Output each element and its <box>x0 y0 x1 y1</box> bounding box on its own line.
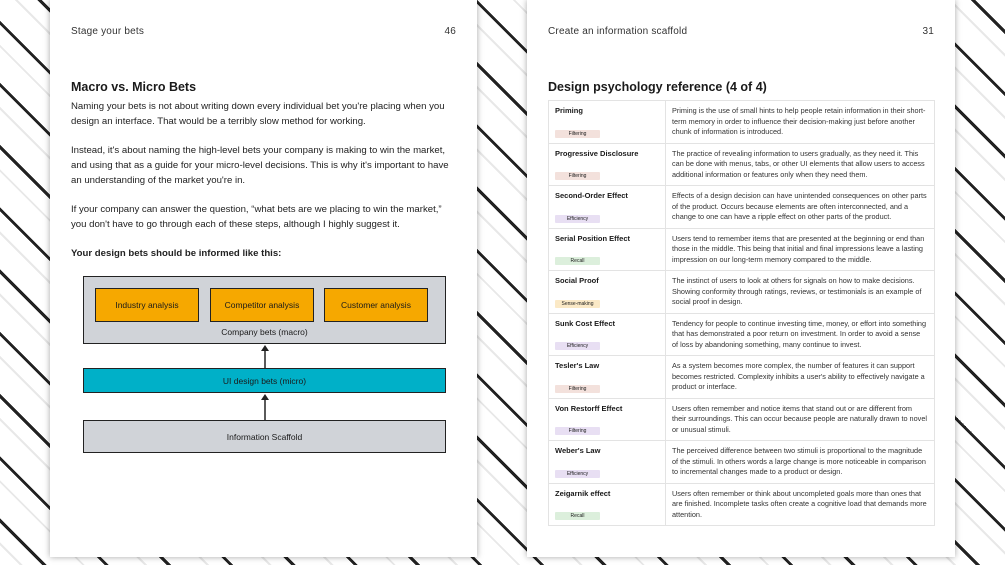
category-tag: Efficiency <box>555 342 600 350</box>
page-header <box>71 26 456 37</box>
principle-name: Priming <box>555 106 583 115</box>
body-text <box>71 99 457 275</box>
table-row <box>549 271 935 314</box>
principle-cell <box>549 101 666 144</box>
left-page <box>50 0 477 557</box>
principle-name: Von Restorff Effect <box>555 403 623 413</box>
table-row <box>549 228 935 271</box>
table-row <box>549 441 935 484</box>
subheading: Your design bets should be informed like this: <box>71 248 282 259</box>
description-cell: As a system becomes more complex, the number of features it can support becomes restricted. Complexity inhibits a user's ability to effectively navigate a product or interface. <box>666 356 935 399</box>
company-bets-box <box>83 276 446 344</box>
principle-cell <box>549 228 666 271</box>
principle-cell <box>549 398 666 441</box>
section-title: Macro vs. Micro Bets <box>71 80 197 94</box>
paragraph: If your company can answer the question, “what bets are we placing to win the market,” you don't have to go through each of these steps, although I highly suggest it. <box>71 204 442 230</box>
customer-analysis-box: Customer analysis <box>324 288 428 322</box>
competitor-analysis-box: Competitor analysis <box>210 288 314 322</box>
principle-name: Tesler's Law <box>555 361 600 370</box>
page-header <box>548 26 934 37</box>
principle-cell <box>549 356 666 399</box>
principle-cell <box>549 186 666 229</box>
description-cell: The perceived difference between two stimuli is proportional to the magnitude of the stimuli. In others words a large change is more noticeable in comparison to incremental changes made to a product or design. <box>666 441 935 484</box>
chapter-title: Create an information scaffold <box>548 26 688 37</box>
category-tag: Filtering <box>555 172 600 180</box>
chapter-title: Stage your bets <box>71 26 145 37</box>
information-scaffold-box: Information Scaffold <box>83 420 446 453</box>
micro-bets-box: UI design bets (micro) <box>83 368 446 393</box>
principle-cell <box>549 483 666 526</box>
principle-cell <box>549 441 666 484</box>
category-tag: Sense-making <box>555 300 600 308</box>
category-tag: Filtering <box>555 427 600 435</box>
category-tag: Recall <box>555 257 600 265</box>
principle-name: Zeigarnik effect <box>555 488 611 498</box>
macro-label: Company bets (macro) <box>221 327 308 337</box>
category-tag: Filtering <box>555 385 600 393</box>
principle-cell <box>549 271 666 314</box>
table-row <box>549 186 935 229</box>
category-tag: Efficiency <box>555 470 600 478</box>
table-row <box>549 356 935 399</box>
category-tag: Filtering <box>555 130 600 138</box>
description-cell: Users tend to remember items that are presented at the beginning or end than those in the middle. This being that initial and final impressions leave a lasting impression on our long-term memory compared to the middle. <box>666 228 935 271</box>
category-tag: Efficiency <box>555 215 600 223</box>
principle-cell <box>549 143 666 186</box>
psychology-table <box>548 100 935 526</box>
principle-name: Social Proof <box>555 276 599 285</box>
description-cell: The practice of revealing information to users gradually, as they need it. This can be done with menus, tabs, or other UI elements that allow users to access additional information or features only when they need them. <box>666 143 935 186</box>
principle-cell <box>549 313 666 356</box>
principle-name: Second-Order Effect <box>555 191 628 200</box>
page-number: 46 <box>444 26 456 37</box>
table-row <box>549 483 935 526</box>
arrow-up-icon <box>258 344 272 368</box>
description-cell: Users often remember or think about uncompleted goals more than ones that are finished. Incomplete tasks often create a cognitive load that demands more attention. <box>666 483 935 526</box>
right-page <box>527 0 955 557</box>
industry-analysis-box: Industry analysis <box>95 288 199 322</box>
bets-diagram <box>83 270 448 460</box>
table-row <box>549 313 935 356</box>
table-row <box>549 101 935 144</box>
principle-name: Sunk Cost Effect <box>555 318 616 328</box>
category-tag: Recall <box>555 512 600 520</box>
description-cell: Users often remember and notice items that stand out or are different from their surroundings. This can occur because people are naturally drawn to novel or unusual stimuli. <box>666 398 935 441</box>
arrow-up-icon <box>258 393 272 420</box>
description-cell: Tendency for people to continue investing time, money, or effort into something that has demonstrated a poor return on investment. In order to avoid a sense of loss by abandoning something, many continue to invest. <box>666 313 935 356</box>
table-row <box>549 143 935 186</box>
page-number: 31 <box>922 26 934 37</box>
principle-name: Weber's Law <box>555 446 601 455</box>
paragraph: Instead, it's about naming the high-level bets your company is making to win the market, and using that as a guide for your micro-level decisions. This is why it's important to have an understanding of the market you're in. <box>71 145 449 186</box>
description-cell: The instinct of users to look at others for signals on how to make decisions. Showing conformity through ratings, reviews, or testimonials is an example of social proof in design. <box>666 271 935 314</box>
principle-name: Serial Position Effect <box>555 233 631 243</box>
principle-name: Progressive Disclosure <box>555 148 639 158</box>
description-cell: Priming is the use of small hints to help people retain information in their short-term memory in order to influence their decision-making just before another chunk of information is introduced. <box>666 101 935 144</box>
section-title: Design psychology reference (4 of 4) <box>548 80 767 94</box>
description-cell: Effects of a design decision can have unintended consequences on other parts of the product. Occurs because elements are often interconnected, and a change to one can have a ripple effect on other parts of the product. <box>666 186 935 229</box>
paragraph: Naming your bets is not about writing down every individual bet you're placing when you design an interface. That would be a terribly slow method for working. <box>71 101 445 127</box>
table-row <box>549 398 935 441</box>
